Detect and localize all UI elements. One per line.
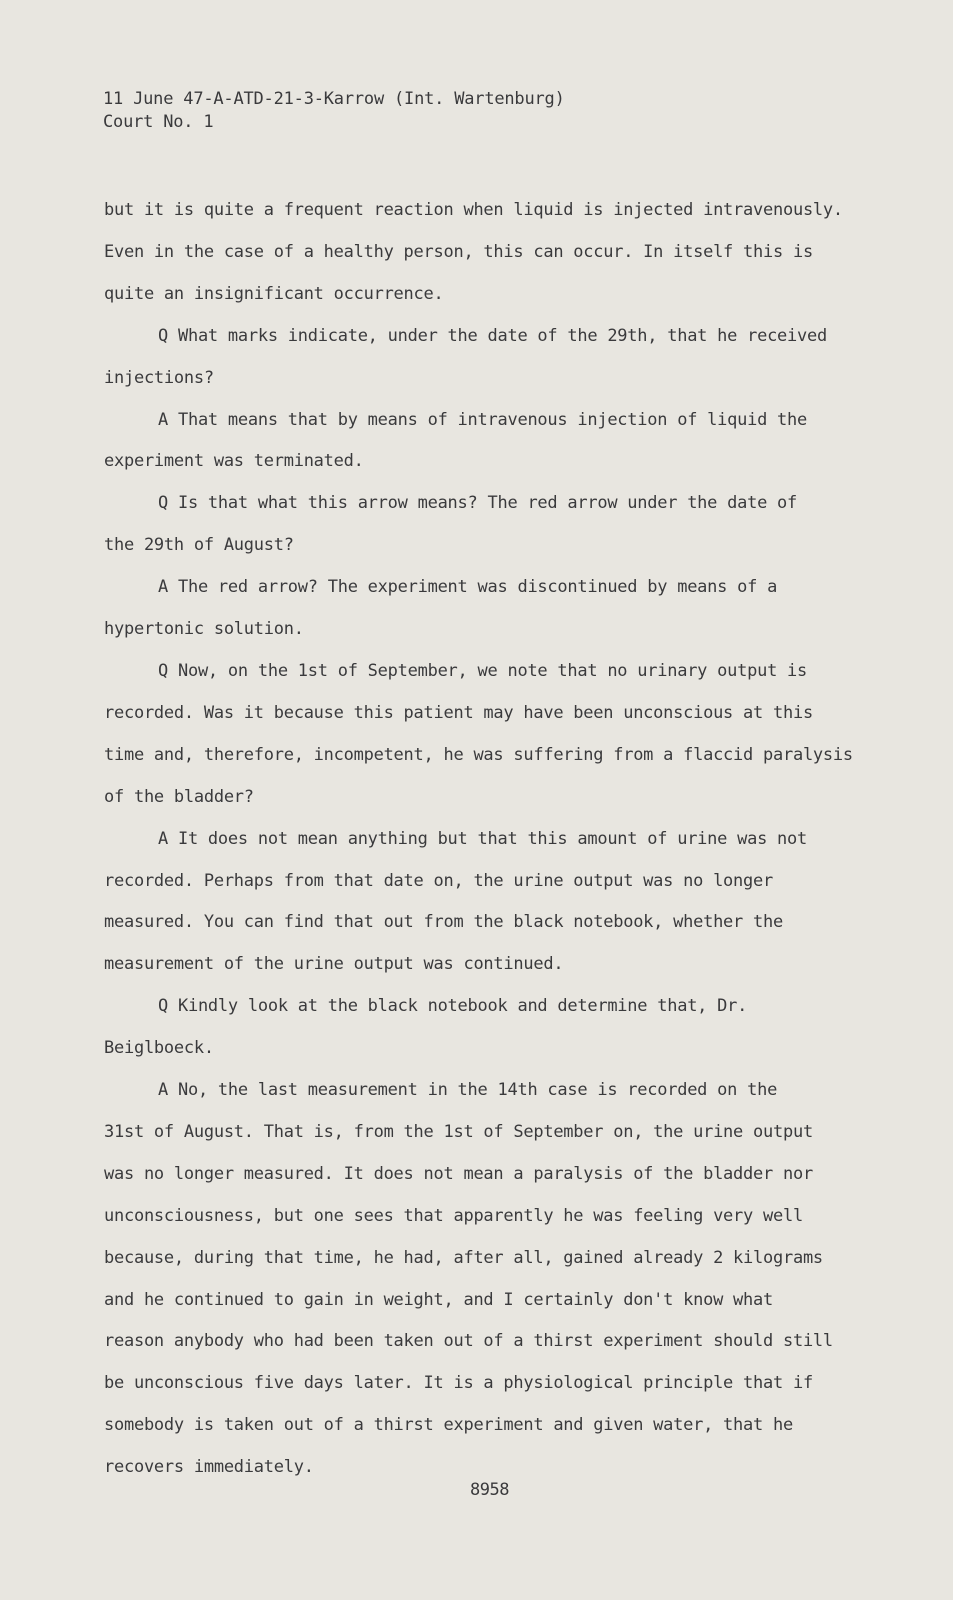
- transcript-line: A It does not mean anything but that this amount of urine was not: [158, 828, 808, 849]
- transcript-line: because, during that time, he had, after all, gained already 2 kilograms: [104, 1247, 823, 1268]
- transcript-line: Q Is that what this arrow means? The red arrow under the date of: [158, 493, 798, 514]
- transcript-line: of the bladder?: [104, 786, 254, 807]
- transcript-line: quite an insignificant occurrence.: [104, 283, 444, 304]
- transcript-line: A No, the last measurement in the 14th case is recorded on the: [158, 1080, 778, 1101]
- transcript-line: recorded. Perhaps from that date on, the urine output was no longer: [104, 870, 773, 891]
- transcript-body: [104, 190, 894, 1489]
- transcript-line: experiment was terminated.: [104, 451, 364, 472]
- transcript-line: Beiglboeck.: [104, 1038, 214, 1059]
- transcript-line: 31st of August. That is, from the 1st of September on, the urine output: [104, 1121, 813, 1142]
- page-number: 8958: [470, 1480, 509, 1500]
- transcript-line: recovers immediately.: [104, 1457, 314, 1478]
- transcript-line: A That means that by means of intravenous injection of liquid the: [158, 409, 808, 430]
- document-header: [103, 88, 565, 134]
- transcript-line: Q What marks indicate, under the date of the 29th, that he received: [158, 325, 827, 346]
- transcript-line: was no longer measured. It does not mean a paralysis of the bladder nor: [104, 1163, 813, 1184]
- transcript-line: hypertonic solution.: [104, 619, 304, 640]
- transcript-line: the 29th of August?: [104, 535, 294, 556]
- transcript-line: recorded. Was it because this patient may have been unconscious at this: [104, 702, 813, 723]
- header-court-line: Court No. 1: [103, 112, 214, 132]
- transcript-line: Q Kindly look at the black notebook and determine that, Dr.: [158, 996, 748, 1017]
- transcript-line: measurement of the urine output was continued.: [104, 954, 564, 975]
- transcript-line: A The red arrow? The experiment was discontinued by means of a: [158, 577, 778, 598]
- transcript-line: time and, therefore, incompetent, he was suffering from a flaccid paralysis: [104, 744, 853, 765]
- transcript-line: be unconscious five days later. It is a physiological principle that if: [104, 1373, 813, 1394]
- transcript-line: unconsciousness, but one sees that apparently he was feeling very well: [104, 1205, 803, 1226]
- transcript-line: reason anybody who had been taken out of a thirst experiment should still: [104, 1331, 833, 1352]
- transcript-line: somebody is taken out of a thirst experiment and given water, that he: [104, 1415, 793, 1436]
- transcript-line: Even in the case of a healthy person, this can occur. In itself this is: [104, 241, 813, 262]
- transcript-line: measured. You can find that out from the black notebook, whether the: [104, 912, 783, 933]
- transcript-line: injections?: [104, 367, 214, 388]
- transcript-line: but it is quite a frequent reaction when liquid is injected intravenously.: [104, 200, 843, 220]
- transcript-line: Q Now, on the 1st of September, we note that no urinary output is: [158, 660, 808, 681]
- transcript-line: and he continued to gain in weight, and I certainly don't know what: [104, 1289, 773, 1310]
- header-case-line: 11 June 47-A-ATD-21-3-Karrow (Int. Wartenburg): [103, 89, 565, 109]
